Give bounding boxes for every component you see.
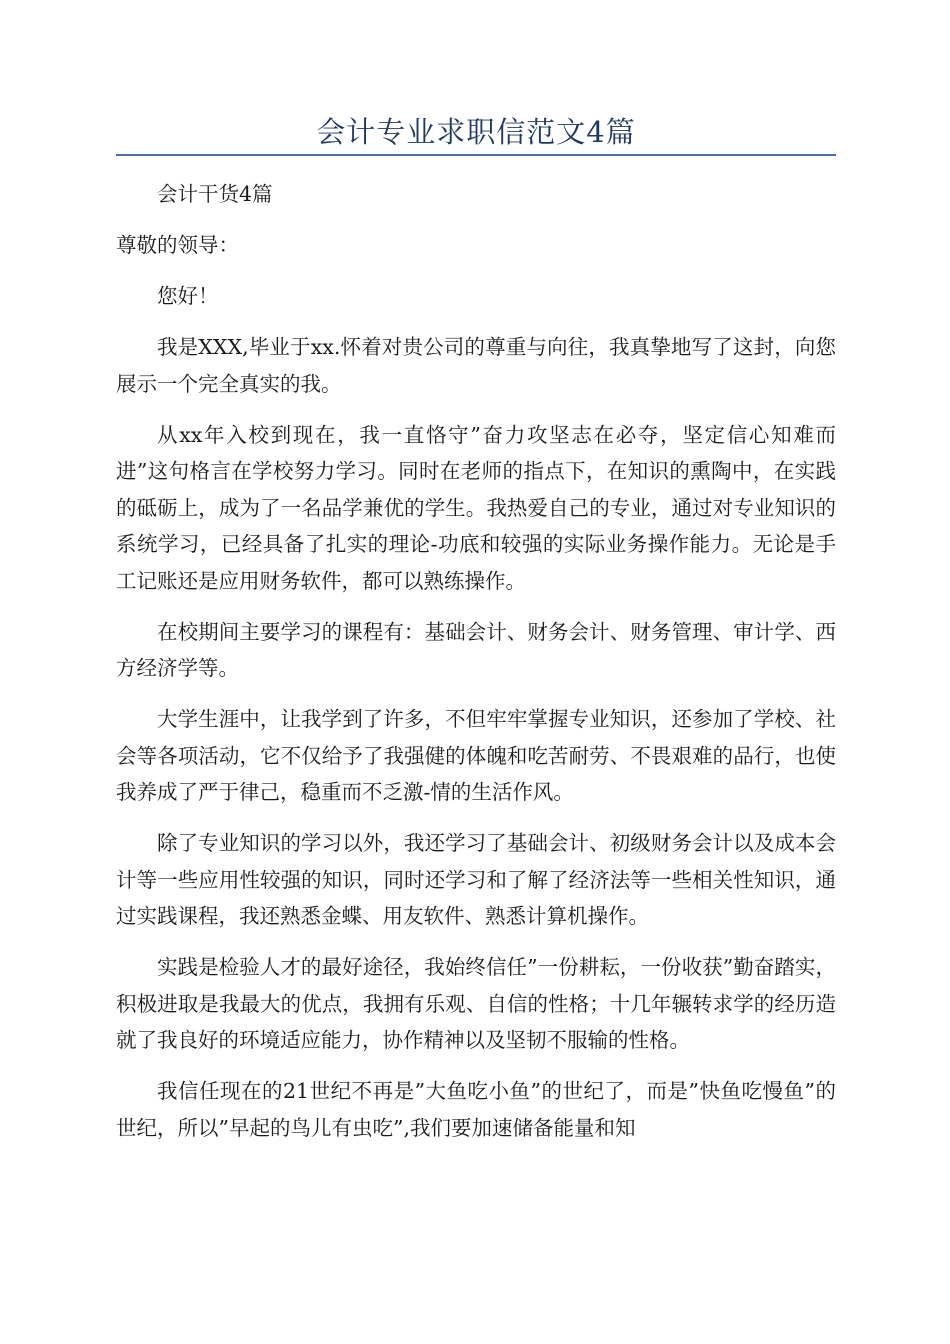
document-title: 会计专业求职信范文4篇 [316,115,636,149]
title-underline [116,154,836,156]
document-body [116,176,836,1161]
paragraph-greeting: 您好！ [157,284,219,308]
paragraph: 我是XXX,毕业于xx.怀着对贵公司的尊重与向往，我真挚地写了这封，向您展示一个完全真实的我。 [116,335,836,396]
paragraph: 除了专业知识的学习以外，我还学习了基础会计、初级财务会计以及成本会计等一些应用性较强的知识，同时还学习和了解了经济法等一些相关性知识，通过实践课程，我还熟悉金蝶、用友软件、熟悉计算机操作。 [116,831,836,928]
paragraph-salutation: 尊敬的领导： [116,233,239,257]
paragraph-subtitle: 会计干货4篇 [157,182,273,206]
paragraph: 实践是检验人才的最好途径，我始终信任”一份耕耘，一份收获”勤奋踏实，积极进取是我最大的优点，我拥有乐观、自信的性格；十几年辗转求学的经历造就了我良好的环境适应能力，协作精神以及坚韧不服输的性格。 [116,955,836,1052]
paragraph: 在校期间主要学习的课程有：基础会计、财务会计、财务管理、审计学、西方经济学等。 [116,619,836,680]
paragraph: 大学生涯中，让我学到了许多，不但牢牢掌握专业知识，还参加了学校、社会等各项活动，它不仅给予了我强健的体魄和吃苦耐劳、不畏艰难的品行，也使我养成了严于律己，稳重而不乏激-情的生活作风。 [116,707,836,804]
paragraph: 从xx年入校到现在，我一直恪守”奋力攻坚志在必夺，坚定信心知难而进”这句格言在学校努力学习。同时在老师的指点下，在知识的熏陶中，在实践的砥砺上，成为了一名品学兼优的学生。我热爱自己的专业，通过对专业知识的系统学习，已经具备了扎实的理论-功底和较强的实际业务操作能力。无论是手工记账还是应用财务软件，都可以熟练操作。 [116,422,836,593]
paragraph: 我信任现在的21世纪不再是”大鱼吃小鱼”的世纪了，而是”快鱼吃慢鱼”的世纪，所以”早起的鸟儿有虫吃”,我们要加速储备能量和知 [116,1079,836,1140]
